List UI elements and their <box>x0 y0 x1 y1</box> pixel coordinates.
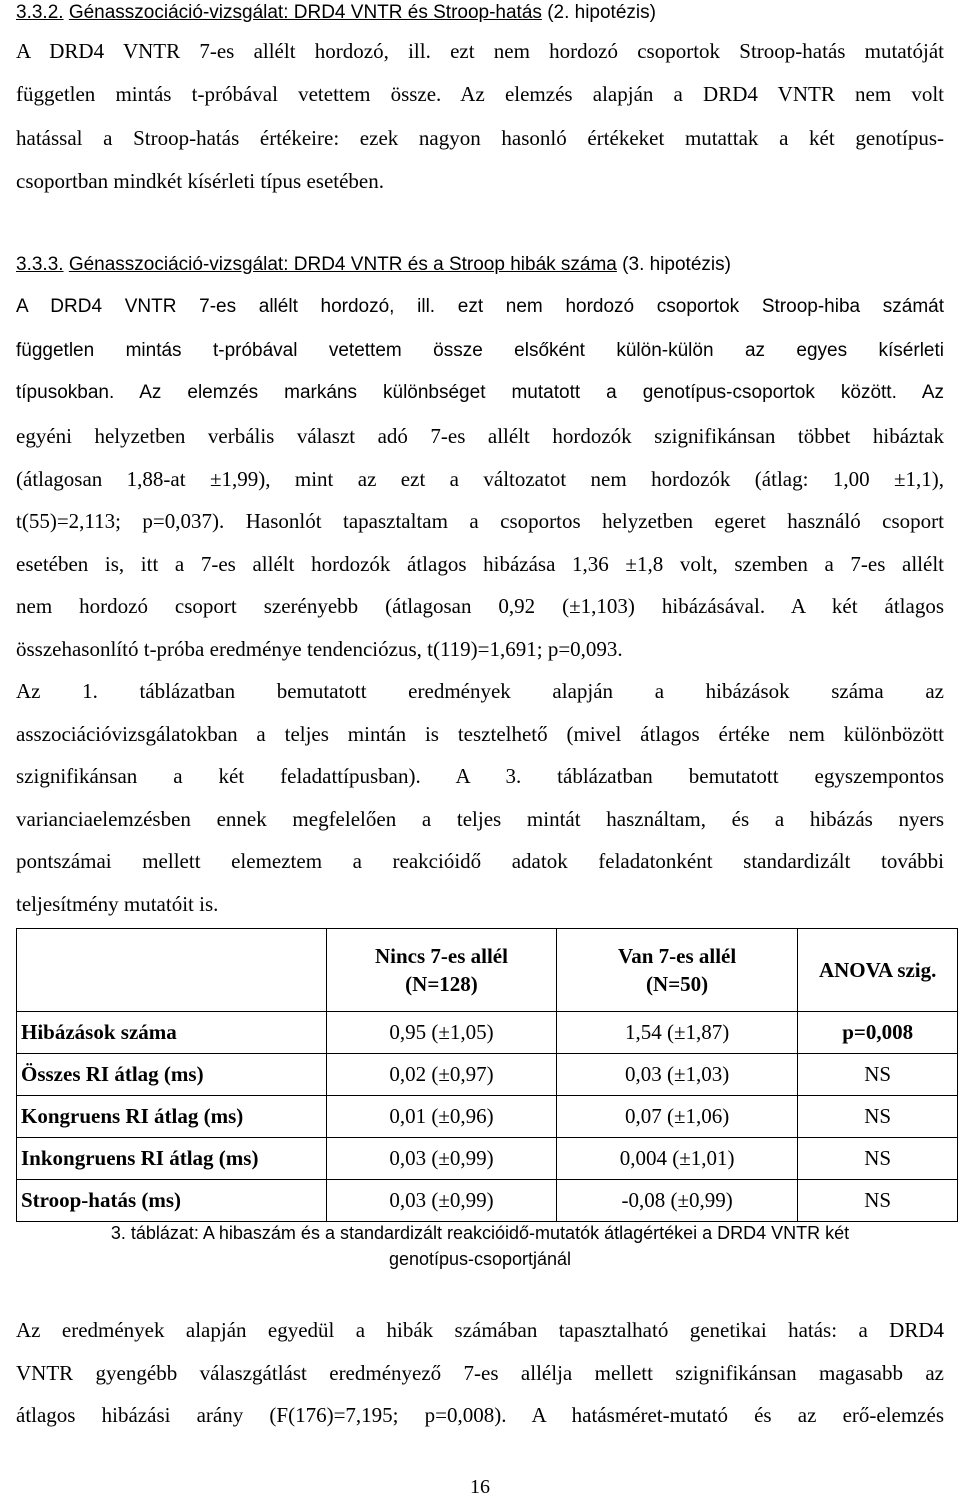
paragraph-line: t(55)=2,113; p=0,037). Hasonlót tapasztaltam a csoportos helyzetben egeret használó csoport <box>16 509 944 533</box>
table-cell: 1,54 (±1,87) <box>556 1012 798 1054</box>
table-header-cell: ANOVA szig. <box>798 929 958 1012</box>
table-header-cell: Van 7-es allél (N=50) <box>556 929 798 1012</box>
table-row <box>17 1054 958 1096</box>
table-row-label: Inkongruens RI átlag (ms) <box>17 1138 327 1180</box>
table-cell: NS <box>798 1180 958 1222</box>
hypothesis-label: (3. hipotézis) <box>622 254 731 275</box>
table-cell: NS <box>798 1096 958 1138</box>
section-title: Génasszociáció-vizsgálat: DRD4 VNTR és a Stroop hibák száma <box>68 254 617 275</box>
paragraph-line: A DRD4 VNTR 7-es allélt hordozó, ill. ezt nem hordozó csoportok Stroop-hatás mutatóját <box>16 39 944 63</box>
page-number: 16 <box>470 1476 490 1498</box>
table-cell: NS <box>798 1138 958 1180</box>
results-table <box>16 928 958 1222</box>
paragraph-line: átlagos hibázási arány (F(176)=7,195; p=0,008). A hatásméret-mutató és az erő-elemzés <box>16 1403 944 1427</box>
paragraph-line: hatással a Stroop-hatás értékeire: ezek nagyon hasonló értékeket mutattak a két genotípus- <box>16 126 944 150</box>
section-heading-3-3-3 <box>16 254 731 276</box>
paragraph-line: varianciaelemzésben ennek megfelelően a teljes mintát használtam, és a hibázás nyers <box>16 807 944 831</box>
paragraph-line: egyéni helyzetben verbális választ adó 7-es allélt hordozók szignifikánsan többet hibáztak <box>16 424 944 448</box>
table-cell: 0,03 (±0,99) <box>327 1138 557 1180</box>
paragraph-line: (átlagosan 1,88-at ±1,99), mint az ezt a változatot nem hordozók (átlag: 1,00 ±1,1), <box>16 467 944 491</box>
paragraph-line: teljesítmény mutatóit is. <box>16 892 219 916</box>
paragraph-line: Az 1. táblázatban bemutatott eredmények alapján a hibázások száma az <box>16 679 944 703</box>
table-row <box>17 1180 958 1222</box>
paragraph-line: független mintás t-próbával vetettem össze elsőként külön-külön az egyes kísérleti <box>16 340 944 361</box>
table-row <box>17 1096 958 1138</box>
table-header-cell: Nincs 7-es allél (N=128) <box>327 929 557 1012</box>
paragraph-line: VNTR gyengébb válaszgátlást eredményező 7-es allélja mellett szignifikánsan magasabb az <box>16 1361 944 1385</box>
table-cell: 0,95 (±1,05) <box>327 1012 557 1054</box>
table-cell: 0,03 (±0,99) <box>327 1180 557 1222</box>
section-heading-3-3-2 <box>16 2 656 24</box>
paragraph-line: nem hordozó csoport szerényebb (átlagosan 0,92 (±1,103) hibázásával. A két átlagos <box>16 594 944 618</box>
table-cell: 0,01 (±0,96) <box>327 1096 557 1138</box>
paragraph-line: esetében is, itt a 7-es allélt hordozók átlagos hibázása 1,36 ±1,8 volt, szemben a 7-es allélt <box>16 552 944 576</box>
table-cell: 0,004 (±1,01) <box>556 1138 798 1180</box>
table-cell: 0,02 (±0,97) <box>327 1054 557 1096</box>
section-number: 3.3.3. <box>16 254 64 275</box>
table-row <box>17 1138 958 1180</box>
table-cell: 0,03 (±1,03) <box>556 1054 798 1096</box>
table-caption-line: 3. táblázat: A hibaszám és a standardizált reakcióidő-mutatók átlagértékei a DRD4 VNTR két <box>110 1223 850 1243</box>
table-header-row <box>17 929 958 1012</box>
table-row-label: Összes RI átlag (ms) <box>17 1054 327 1096</box>
paragraph-line: A DRD4 VNTR 7-es allélt hordozó, ill. ezt nem hordozó csoportok Stroop-hiba számát <box>16 296 944 317</box>
table-cell: NS <box>798 1054 958 1096</box>
section-number: 3.3.2. <box>16 2 64 23</box>
paragraph-line: pontszámai mellett elemeztem a reakcióidő adatok feladatonként standardizált további <box>16 849 944 873</box>
paragraph-line: típusokban. Az elemzés markáns különbséget mutatott a genotípus-csoportok között. Az <box>16 382 944 403</box>
paragraph-line: Az eredmények alapján egyedül a hibák számában tapasztalható genetikai hatás: a DRD4 <box>16 1318 944 1342</box>
table-cell: p=0,008 <box>798 1012 958 1054</box>
table-row <box>17 1012 958 1054</box>
table-cell: 0,07 (±1,06) <box>556 1096 798 1138</box>
hypothesis-label: (2. hipotézis) <box>547 2 656 23</box>
table-row-label: Hibázások száma <box>17 1012 327 1054</box>
paragraph-line: asszociációvizsgálatokban a teljes mintán is tesztelhető (mivel átlagos értéke nem különbözött <box>16 722 944 746</box>
table-header-cell <box>17 929 327 1012</box>
paragraph-line: összehasonlító t-próba eredménye tendenciózus, t(119)=1,691; p=0,093. <box>16 637 623 661</box>
table-row-label: Kongruens RI átlag (ms) <box>17 1096 327 1138</box>
section-title: Génasszociáció-vizsgálat: DRD4 VNTR és Stroop-hatás <box>68 2 542 23</box>
table-caption-line: genotípus-csoportjánál <box>388 1249 572 1269</box>
paragraph-line: csoportban mindkét kísérleti típus esetében. <box>16 169 384 193</box>
table-row-label: Stroop-hatás (ms) <box>17 1180 327 1222</box>
paragraph-line: szignifikánsan a két feladattípusban). A 3. táblázatban bemutatott egyszempontos <box>16 764 944 788</box>
paragraph-line: független mintás t-próbával vetettem össze. Az elemzés alapján a DRD4 VNTR nem volt <box>16 82 944 106</box>
table-cell: -0,08 (±0,99) <box>556 1180 798 1222</box>
